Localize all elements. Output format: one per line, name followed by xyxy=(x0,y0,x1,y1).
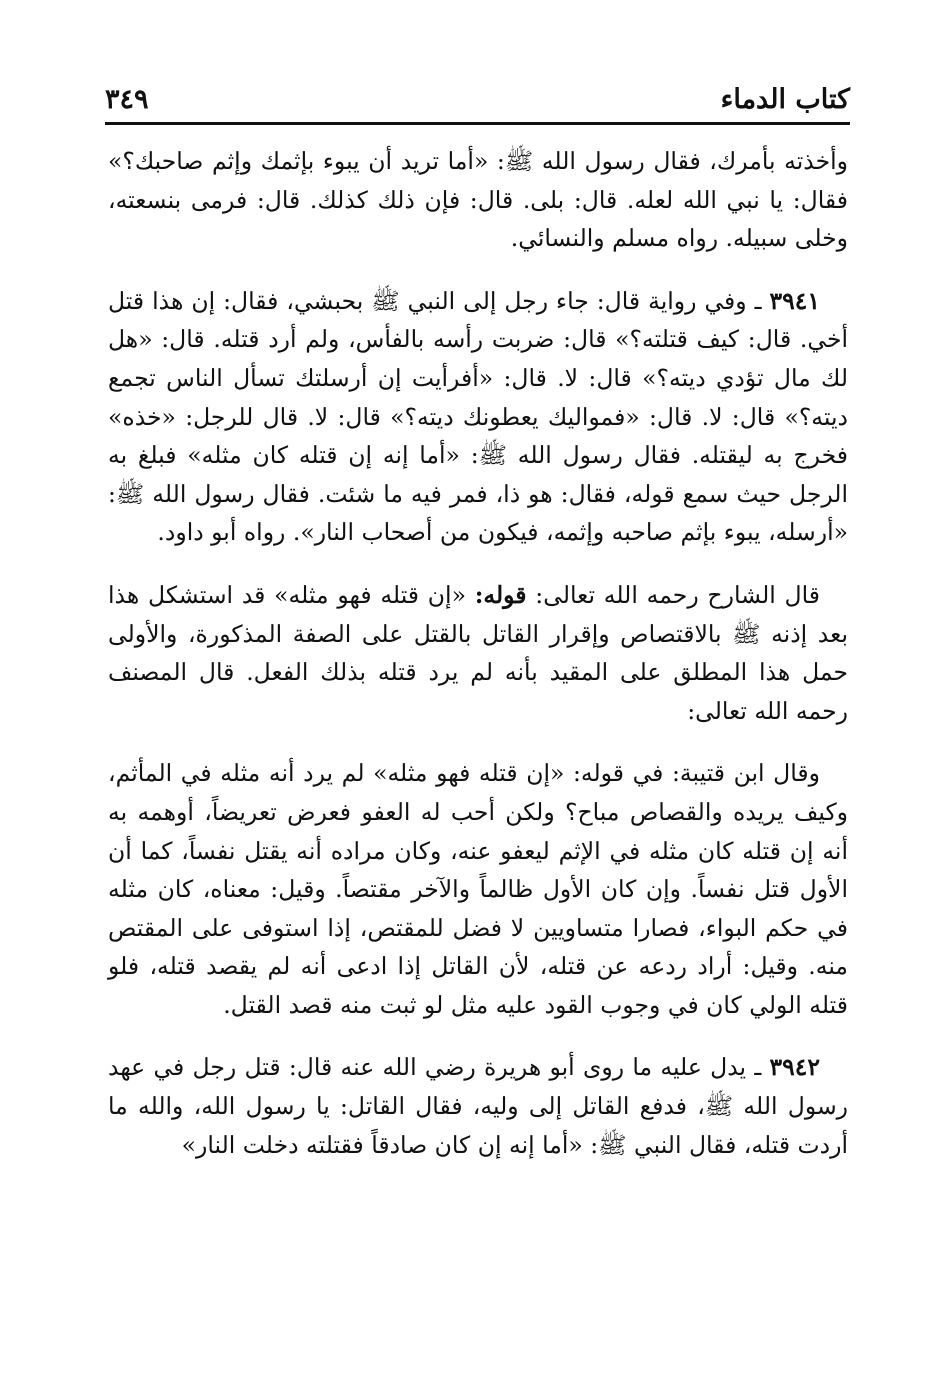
paragraph-text: وقال ابن قتيبة: في قوله: «إن قتله فهو مثله» لم يرد أنه مثله في المأثم، وكيف يريده والقصاص مباح؟ ولكن أحب له العفو فعرض تعريضاً، أوهمه به أنه إن قتله كان مثله في الإثم ليعفو عنه، وكان مراده أنه يقتل نفساً، كما أن الأول قتل نفساً. وإن كان الأول ظالماً والآخر مقتصاً. وقيل: معناه، كان مثله في حكم البواء، فصارا متساويين لا فضل للمقتص، إذا استوفى على المقتص منه. وقيل: أراد ردعه عن قتله، لأن القاتل إذا ادعى أنه لم يقصد قتله، فلو قتله الولي كان في وجوب القود عليه مثل لو ثبت منه قصد القتل. xyxy=(108,759,848,1019)
hadith-number: ٣٩٤١ xyxy=(769,286,820,315)
page-body xyxy=(108,142,848,1188)
page-number: ٣٤٩ xyxy=(105,84,149,115)
paragraph-text: وأخذته بأمرك، فقال رسول الله ﷺ: «أما تريد أن يبوء بإثمك وإثم صاحبك؟» فقال: يا نبي الله لعله. قال: بلى. قال: فإن ذلك كذلك. قال: فرمى بنسعته، وخلى سبيله. رواه مسلم والنسائي. xyxy=(108,147,848,253)
hadith-3942 xyxy=(108,1048,848,1164)
ibn-qutaybah-paragraph xyxy=(108,754,848,1024)
commentary-keyword: قوله: xyxy=(474,580,527,609)
paragraph-continuation xyxy=(108,142,848,258)
chapter-title: كتاب الدماء xyxy=(720,84,850,115)
paragraph-text: ـ يدل عليه ما روى أبو هريرة رضي الله عنه قال: قتل رجل في عهد رسول الله ﷺ، فدفع القاتل إلى وليه، فقال القاتل: يا رسول الله، والله ما أردت قتله، فقال النبي ﷺ: «أما إنه إن كان صادقاً فقتلته دخلت النار» xyxy=(108,1053,848,1159)
page-header xyxy=(105,78,850,125)
paragraph-text: «إن قتله فهو مثله» قد استشكل هذا بعد إذنه ﷺ بالاقتصاص وإقرار القاتل بالقتل على الصفة المذكورة، والأولى حمل هذا المطلق على المقيد بأنه لم يرد قتله بذلك الفعل. قال المصنف رحمه الله تعالى: xyxy=(108,580,848,725)
hadith-number: ٣٩٤٢ xyxy=(769,1053,820,1082)
paragraph-text: ـ وفي رواية قال: جاء رجل إلى النبي ﷺ بحبشي، فقال: إن هذا قتل أخي. قال: كيف قتلته؟» قال: ضربت رأسه بالفأس، ولم أرد قتله. قال: «هل لك مال تؤدي ديته؟» قال: لا. قال: «أفرأيت إن أرسلتك تسأل الناس تجمع ديته؟» قال: لا. قال: «فمواليك يعطونك ديته؟» قال: لا. قال للرجل: «خذه» فخرج به ليقتله. فقال رسول الله ﷺ: «أما إنه إن قتله كان مثله» فبلغ به الرجل حيث سمع قوله، فقال: هو ذا، فمر فيه ما شئت. فقال رسول الله ﷺ: «أرسله، يبوء بإثم صاحبه وإثمه، فيكون من أصحاب النار». رواه أبو داود. xyxy=(108,286,848,547)
hadith-3941 xyxy=(108,282,848,552)
commentary-lead: قال الشارح رحمه الله تعالى: xyxy=(526,580,820,609)
commentary-paragraph xyxy=(108,576,848,730)
